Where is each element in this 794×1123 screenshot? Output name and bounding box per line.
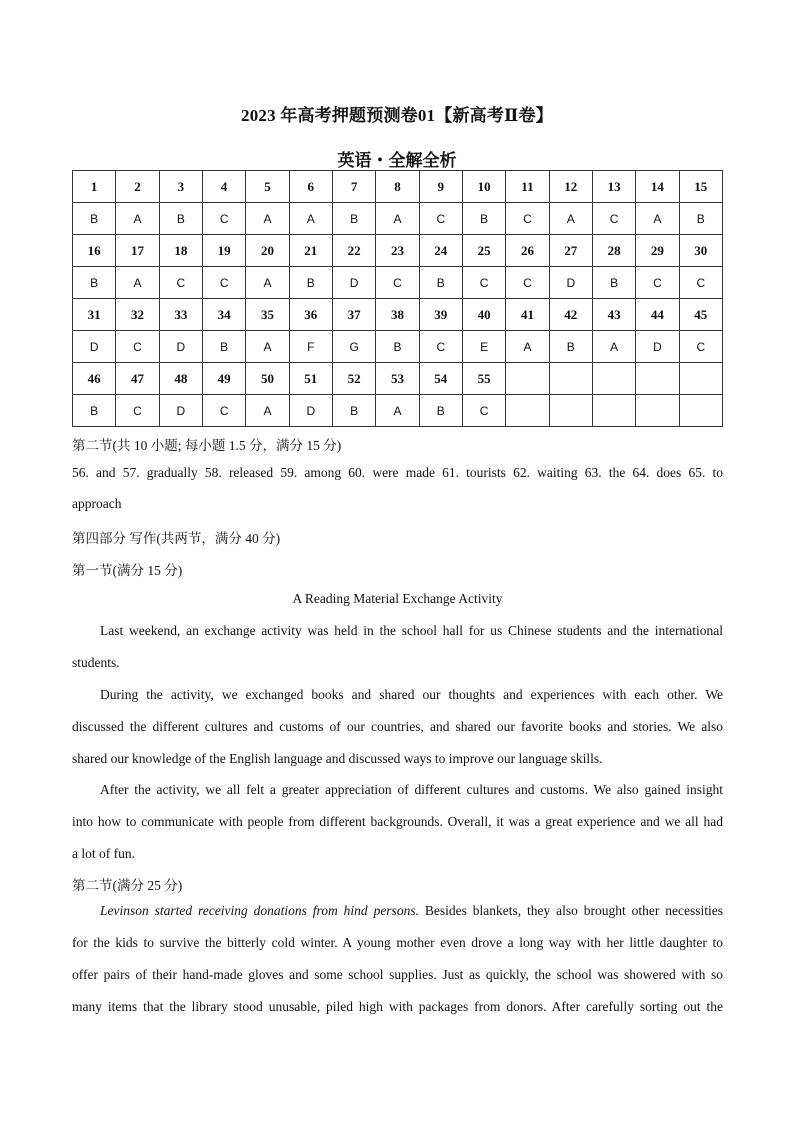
essay-p2-line2: discussed the different cultures and customs of our countries, and shared our favorite books and stories. We also	[72, 719, 723, 734]
continuation-line1	[72, 903, 723, 919]
question-number-cell: 47	[116, 363, 159, 395]
answer-cell: B	[376, 331, 419, 363]
question-number-cell: 45	[679, 299, 722, 331]
page-title: 2023 年高考押题预测卷01【新高考Ⅱ卷】	[241, 106, 553, 125]
answer-cell: B	[332, 395, 375, 427]
question-number-cell: 29	[636, 235, 679, 267]
continuation-line4: many items that the library stood unusable, piled high with packages from donors. After carefully sorting out the	[72, 999, 723, 1014]
question-number-cell: 52	[332, 363, 375, 395]
answer-cell: C	[116, 395, 159, 427]
part4-section1-heading: 第一节(满分 15 分)	[72, 563, 183, 578]
answer-cell: A	[376, 203, 419, 235]
answer-cell: D	[636, 331, 679, 363]
answer-cell: D	[549, 267, 592, 299]
answer-cell: A	[246, 331, 289, 363]
question-number-cell: 30	[679, 235, 722, 267]
answer-row	[73, 203, 723, 235]
essay-p3-line3: a lot of fun.	[72, 846, 135, 861]
answer-cell: D	[73, 331, 116, 363]
question-number-cell: 27	[549, 235, 592, 267]
question-number-cell: 25	[462, 235, 505, 267]
answer-cell: C	[636, 267, 679, 299]
question-number-cell	[549, 363, 592, 395]
question-number-cell: 33	[159, 299, 202, 331]
answer-cell	[679, 395, 722, 427]
answer-cell: C	[202, 267, 245, 299]
question-number-cell: 35	[246, 299, 289, 331]
question-number-cell	[506, 363, 549, 395]
answer-cell	[636, 395, 679, 427]
answer-cell: C	[592, 203, 635, 235]
answer-cell: A	[116, 267, 159, 299]
answer-cell: A	[246, 203, 289, 235]
answer-cell: C	[419, 331, 462, 363]
answer-cell	[549, 395, 592, 427]
question-number-cell: 31	[73, 299, 116, 331]
question-number-cell: 4	[202, 171, 245, 203]
question-number-cell: 55	[462, 363, 505, 395]
question-number-cell: 9	[419, 171, 462, 203]
question-number-cell: 39	[419, 299, 462, 331]
essay-p2-line3: shared our knowledge of the English language and discussed ways to improve our language skills.	[72, 751, 603, 766]
answer-cell: B	[332, 203, 375, 235]
essay-p1-line2: students.	[72, 655, 120, 670]
answer-table	[72, 170, 723, 427]
continuation-line1-rest: Besides blankets, they also brought other necessities	[418, 903, 723, 918]
question-number-cell: 3	[159, 171, 202, 203]
question-number-cell: 48	[159, 363, 202, 395]
question-number-cell: 8	[376, 171, 419, 203]
essay-p1-line1: Last weekend, an exchange activity was held in the school hall for us Chinese students and the international	[100, 623, 723, 638]
question-number-cell: 14	[636, 171, 679, 203]
question-number-cell: 1	[73, 171, 116, 203]
answer-cell: A	[506, 331, 549, 363]
answer-cell: D	[289, 395, 332, 427]
question-number-cell: 24	[419, 235, 462, 267]
question-number-cell: 10	[462, 171, 505, 203]
answer-cell: B	[419, 267, 462, 299]
continuation-first-sentence: Levinson started receiving donations from hind persons.	[100, 903, 419, 918]
question-number-cell	[679, 363, 722, 395]
answer-cell: A	[116, 203, 159, 235]
answer-cell: D	[159, 395, 202, 427]
question-number-row	[73, 299, 723, 331]
answer-cell: C	[679, 331, 722, 363]
question-number-cell: 23	[376, 235, 419, 267]
question-number-cell: 49	[202, 363, 245, 395]
essay-title: A Reading Material Exchange Activity	[292, 591, 503, 606]
answer-row	[73, 267, 723, 299]
page-subtitle: 英语・全解全析	[337, 151, 457, 170]
question-number-row	[73, 235, 723, 267]
essay-p2-line1: During the activity, we exchanged books and shared our thoughts and experiences with each other. We	[100, 687, 723, 702]
answer-cell	[506, 395, 549, 427]
question-number-cell	[636, 363, 679, 395]
essay-p3-line1: After the activity, we all felt a greater appreciation of different cultures and customs. We also gained insight	[100, 782, 723, 797]
answer-cell: B	[679, 203, 722, 235]
question-number-cell: 34	[202, 299, 245, 331]
question-number-row	[73, 171, 723, 203]
answer-cell	[592, 395, 635, 427]
question-number-cell: 12	[549, 171, 592, 203]
question-number-cell: 18	[159, 235, 202, 267]
answer-cell: A	[376, 395, 419, 427]
section2-answers-line1: 56. and 57. gradually 58. released 59. among 60. were made 61. tourists 62. waiting 63. the 64. does 65. to	[72, 465, 723, 480]
answer-cell: A	[592, 331, 635, 363]
question-number-cell: 42	[549, 299, 592, 331]
answer-cell: G	[332, 331, 375, 363]
question-number-cell: 20	[246, 235, 289, 267]
answer-cell: C	[462, 395, 505, 427]
question-number-cell: 15	[679, 171, 722, 203]
answer-cell: C	[679, 267, 722, 299]
answer-cell: C	[376, 267, 419, 299]
continuation-line2: for the kids to survive the bitterly cold winter. A young mother even drove a long way with her little daughter to	[72, 935, 723, 950]
answer-cell: D	[332, 267, 375, 299]
question-number-cell: 37	[332, 299, 375, 331]
answer-cell: B	[289, 267, 332, 299]
section2-heading: 第二节(共 10 小题; 每小题 1.5 分，满分 15 分)	[72, 438, 342, 453]
question-number-cell: 13	[592, 171, 635, 203]
question-number-cell: 6	[289, 171, 332, 203]
answer-cell: B	[419, 395, 462, 427]
part4-heading: 第四部分 写作(共两节，满分 40 分)	[72, 531, 281, 546]
answer-row	[73, 395, 723, 427]
question-number-cell: 21	[289, 235, 332, 267]
answer-cell: C	[159, 267, 202, 299]
question-number-cell: 50	[246, 363, 289, 395]
answer-cell: A	[246, 267, 289, 299]
question-number-cell: 36	[289, 299, 332, 331]
question-number-cell: 26	[506, 235, 549, 267]
answer-cell: D	[159, 331, 202, 363]
answer-cell: A	[549, 203, 592, 235]
answer-cell: C	[506, 203, 549, 235]
answer-cell: A	[636, 203, 679, 235]
answer-cell: B	[549, 331, 592, 363]
question-number-cell: 51	[289, 363, 332, 395]
question-number-cell: 19	[202, 235, 245, 267]
question-number-cell: 16	[73, 235, 116, 267]
question-number-cell: 44	[636, 299, 679, 331]
question-number-cell: 2	[116, 171, 159, 203]
part4-section2-heading: 第二节(满分 25 分)	[72, 878, 183, 893]
answer-cell: C	[462, 267, 505, 299]
question-number-cell: 38	[376, 299, 419, 331]
question-number-cell: 22	[332, 235, 375, 267]
answer-cell: F	[289, 331, 332, 363]
essay-p3-line2: into how to communicate with people from different backgrounds. Overall, it was a great experience and we all had	[72, 814, 723, 829]
answer-cell: B	[73, 395, 116, 427]
question-number-cell: 17	[116, 235, 159, 267]
question-number-cell: 28	[592, 235, 635, 267]
answer-cell: B	[159, 203, 202, 235]
answer-cell: B	[592, 267, 635, 299]
question-number-row	[73, 363, 723, 395]
section2-answers-line2: approach	[72, 496, 122, 511]
continuation-line3: offer pairs of their hand-made gloves and some school supplies. Just as quickly, the school was showered with so	[72, 967, 723, 982]
answer-cell: C	[116, 331, 159, 363]
answer-row	[73, 331, 723, 363]
question-number-cell: 53	[376, 363, 419, 395]
answer-cell: B	[73, 203, 116, 235]
question-number-cell: 11	[506, 171, 549, 203]
answer-cell: A	[246, 395, 289, 427]
question-number-cell: 32	[116, 299, 159, 331]
answer-cell: C	[202, 395, 245, 427]
answer-cell: E	[462, 331, 505, 363]
answer-cell: C	[419, 203, 462, 235]
answer-cell: B	[202, 331, 245, 363]
question-number-cell: 46	[73, 363, 116, 395]
answer-cell: C	[506, 267, 549, 299]
answer-cell: B	[462, 203, 505, 235]
answer-cell: A	[289, 203, 332, 235]
question-number-cell: 54	[419, 363, 462, 395]
question-number-cell: 41	[506, 299, 549, 331]
answer-cell: B	[73, 267, 116, 299]
answer-cell: C	[202, 203, 245, 235]
question-number-cell: 43	[592, 299, 635, 331]
question-number-cell: 7	[332, 171, 375, 203]
question-number-cell: 5	[246, 171, 289, 203]
question-number-cell	[592, 363, 635, 395]
question-number-cell: 40	[462, 299, 505, 331]
